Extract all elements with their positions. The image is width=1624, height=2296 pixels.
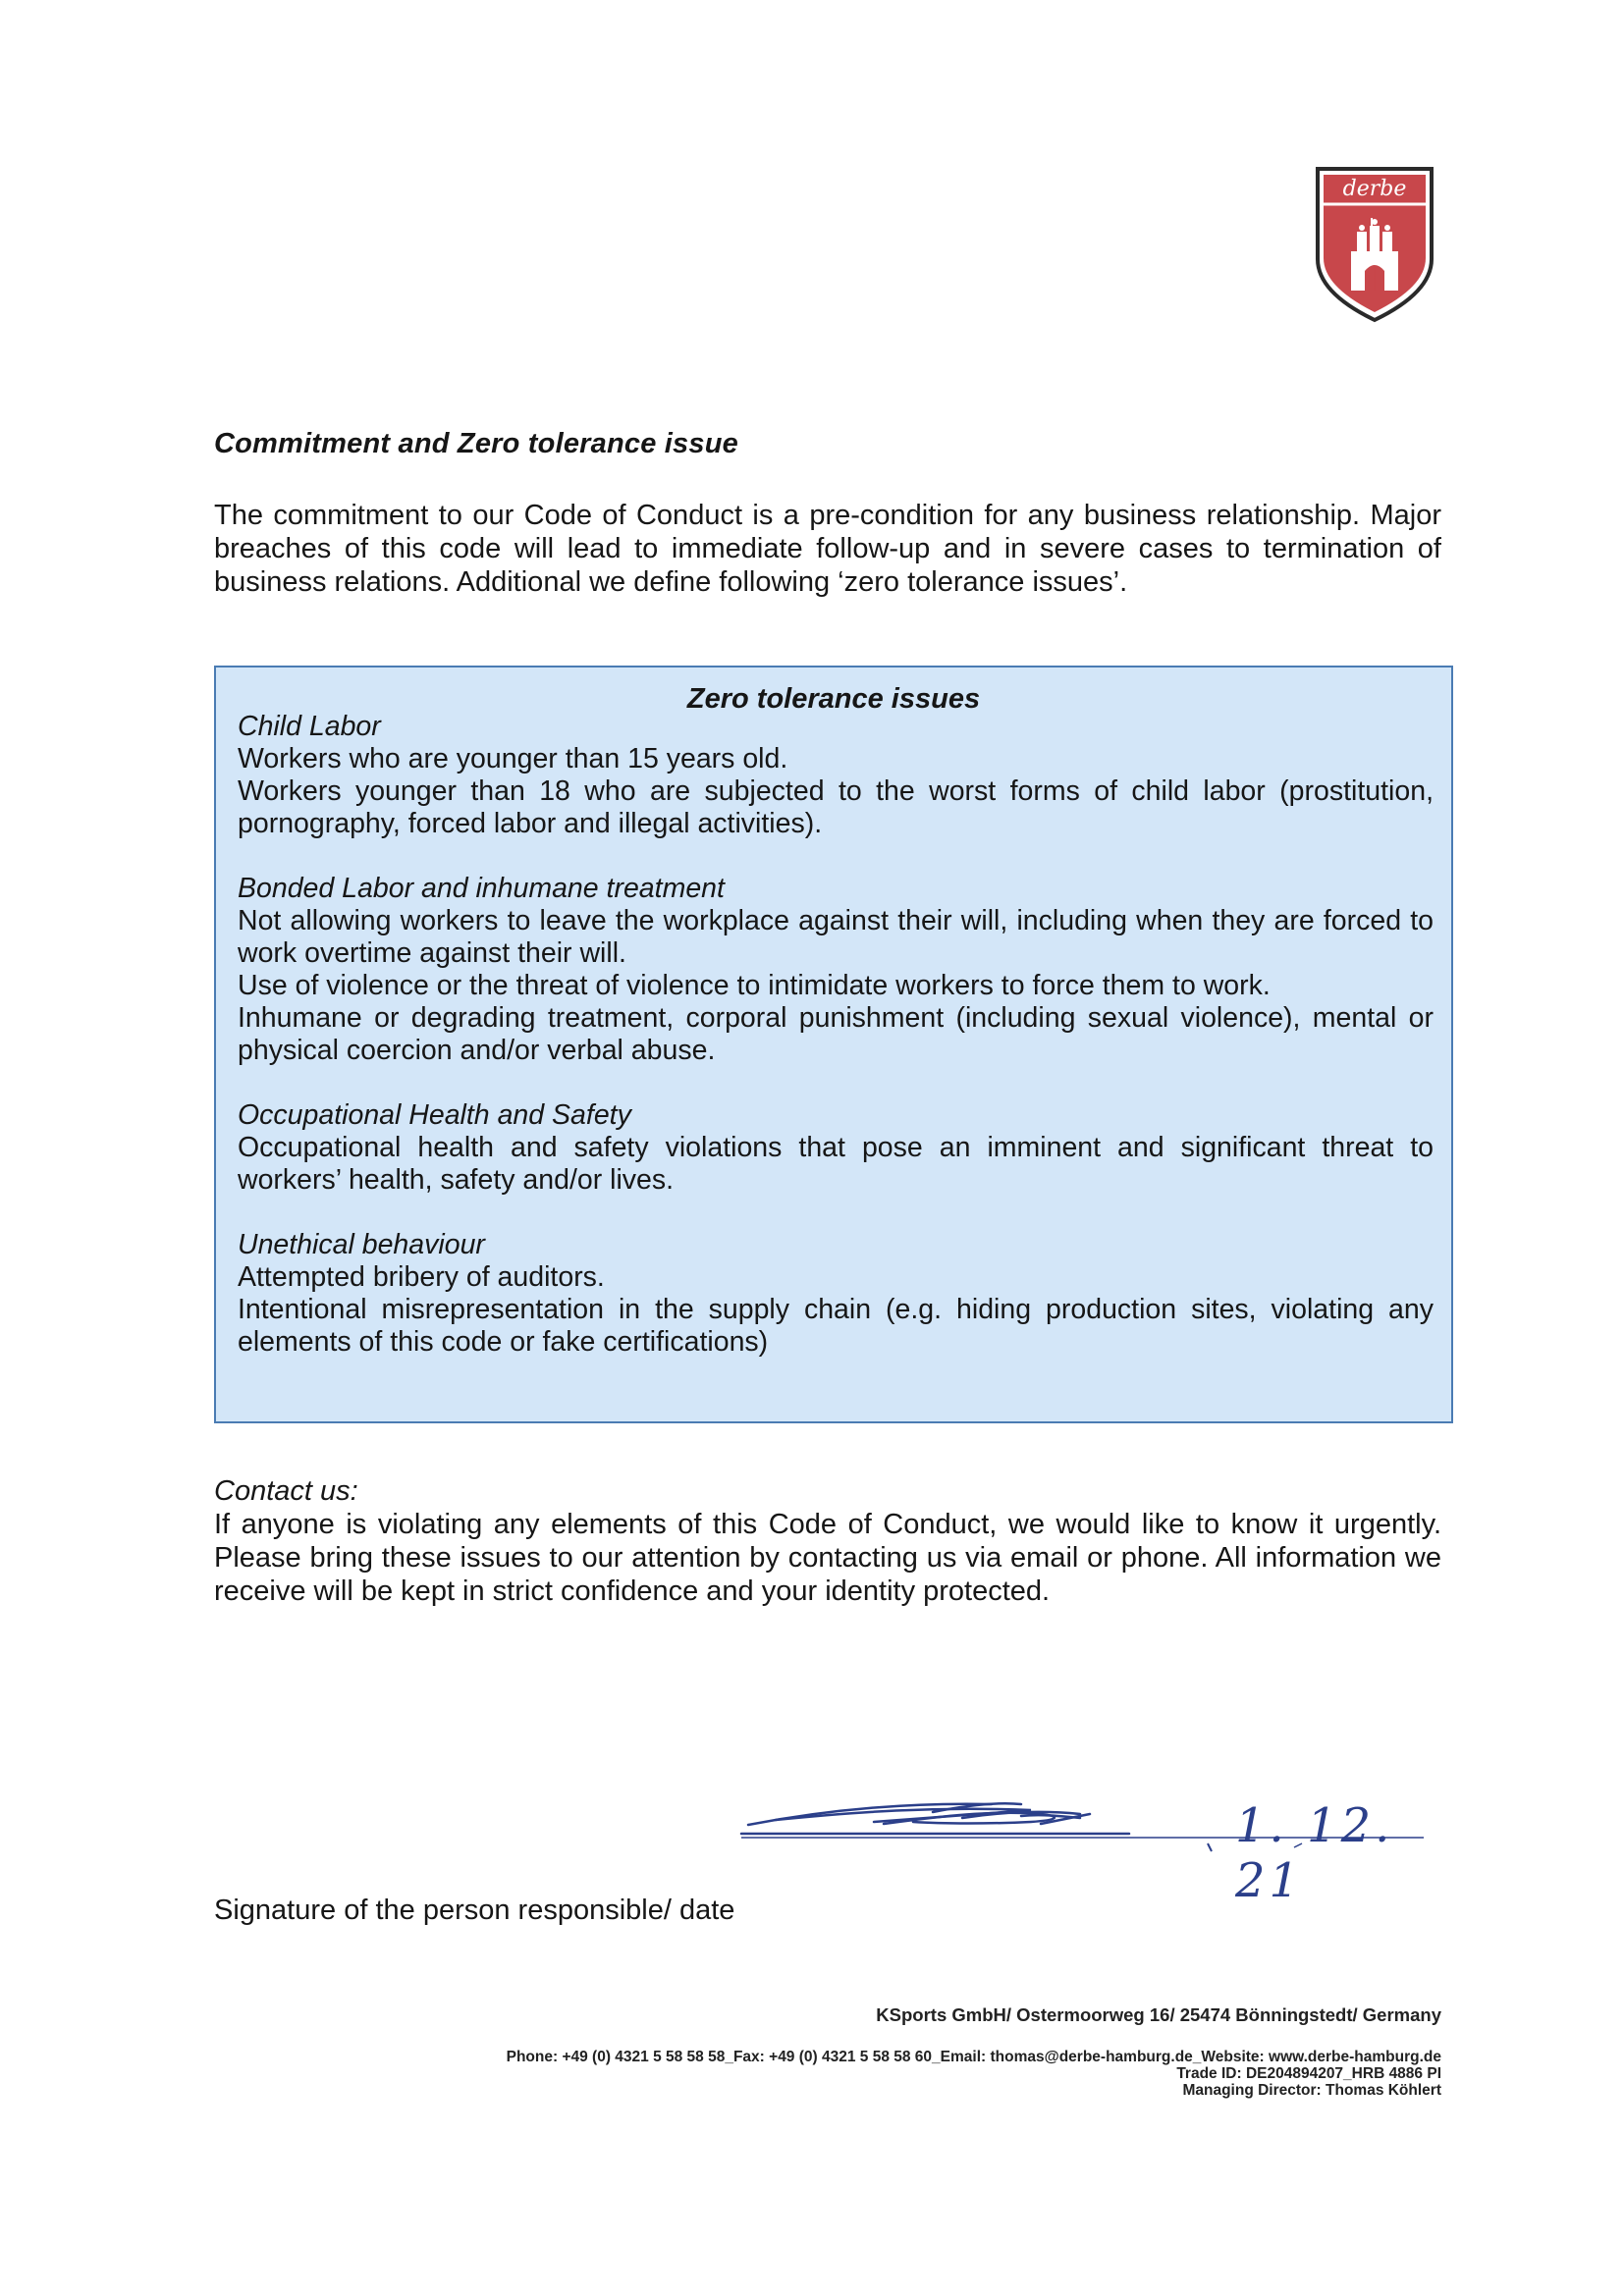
zt-heading: Child Labor: [238, 711, 381, 742]
derbe-logo: [1314, 165, 1435, 324]
signature-area: [736, 1792, 1434, 1908]
footer-address: KSports GmbH/ Ostermoorweg 16/ 25474 Bönningstedt/ Germany: [876, 2004, 1441, 2025]
signature-caption: Signature of the person responsible/ date: [214, 1895, 735, 1926]
zt-section-unethical-behaviour: [238, 1229, 1434, 1359]
zt-item: Attempted bribery of auditors.: [238, 1261, 605, 1293]
zero-tolerance-title: Zero tolerance issues: [686, 683, 981, 715]
zt-heading: Bonded Labor and inhumane treatment: [238, 873, 725, 904]
contact-heading: Contact us:: [214, 1475, 358, 1507]
section-title: Commitment and Zero tolerance issue: [214, 428, 738, 459]
zt-item: Use of violence or the threat of violence to intimidate workers to force them to work.: [238, 970, 1271, 1001]
contact-paragraph: If anyone is violating any elements of this Code of Conduct, we would like to know it urgently. Please bring these issues to our attention by contacting us via email or phone. All information we receive will be kept in strict confidence and your identity protected.: [214, 1509, 1441, 1607]
footer-contact: [507, 2049, 1441, 2099]
zt-heading: Unethical behaviour: [238, 1229, 485, 1260]
footer-managing-director: Managing Director: Thomas Köhlert: [1182, 2082, 1441, 2099]
zt-item: Workers who are younger than 15 years old.: [238, 743, 788, 774]
zt-section-health-safety: [238, 1099, 1434, 1197]
zt-section-child-labor: [238, 711, 1434, 840]
zt-heading: Occupational Health and Safety: [238, 1099, 631, 1131]
footer-trade-id: Trade ID: DE204894207_HRB 4886 PI: [1176, 2065, 1441, 2082]
logo-wordmark: derbe: [1342, 177, 1407, 201]
zt-item: Not allowing workers to leave the workplace against their will, including when they are forced to work overtime against their will.: [238, 905, 1434, 969]
contact-section: [214, 1474, 1441, 1608]
zt-item: Intentional misrepresentation in the supply chain (e.g. hiding production sites, violating any elements of this code or fake certifications): [238, 1294, 1434, 1358]
intro-paragraph: The commitment to our Code of Conduct is a pre-condition for any business relationship. Major breaches of this code will lead to immediate follow-up and in severe cases to termination of business relations. Additional we define following ‘zero tolerance issues’.: [214, 500, 1441, 598]
zt-item: Inhumane or degrading treatment, corporal punishment (including sexual violence), mental or physical coercion and/or verbal abuse.: [238, 1002, 1434, 1066]
footer-contact-line: Phone: +49 (0) 4321 5 58 58 58_Fax: +49 (0) 4321 5 58 58 60_Email: thomas@derbe-hamburg.de_Website: www.derbe-hamburg.de: [506, 2049, 1441, 2065]
zt-section-bonded-labor: [238, 873, 1434, 1067]
zt-item: Workers younger than 18 who are subjected to the worst forms of child labor (prostitution, pornography, forced labor and illegal activities).: [238, 775, 1434, 839]
zt-item: Occupational health and safety violations that pose an imminent and significant threat to workers’ health, safety and/or lives.: [238, 1132, 1434, 1196]
signature-date: 1. 12. 21: [1235, 1798, 1394, 1908]
zero-tolerance-list: [238, 711, 1434, 1359]
zero-tolerance-box: [214, 666, 1453, 1423]
